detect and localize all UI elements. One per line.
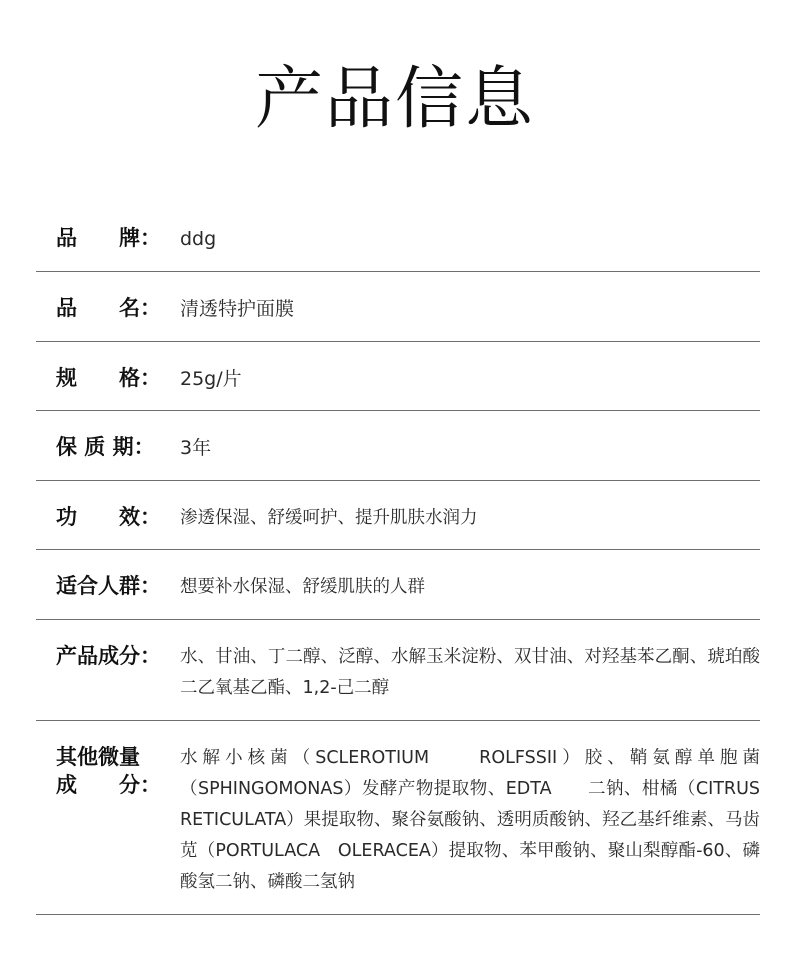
row-value: 清透特护面膜 xyxy=(180,298,295,320)
row-label: 功 效： xyxy=(56,504,161,529)
page-title: 产品信息 xyxy=(254,60,535,139)
row-label: 其他微量 成 分： xyxy=(56,744,161,797)
row-value: 渗透保湿、舒缓呵护、提升肌肤水润力 xyxy=(180,507,478,528)
row-label: 品 名： xyxy=(56,296,161,320)
info-row-efficacy xyxy=(36,481,760,551)
info-row-product-name xyxy=(36,272,760,342)
row-value: 想要补水保湿、舒缓肌肤的人群 xyxy=(180,577,425,597)
info-row-specification xyxy=(36,342,760,412)
info-row-brand xyxy=(36,204,760,272)
info-row-shelf-life xyxy=(36,411,760,481)
info-row-trace-ingredients xyxy=(36,721,778,915)
row-value: 3年 xyxy=(180,437,212,459)
row-label: 规 格： xyxy=(56,365,161,390)
row-value: ddg xyxy=(180,228,217,250)
row-label: 适合人群： xyxy=(56,574,161,598)
row-label: 产品成分： xyxy=(56,643,161,668)
info-row-suitable-for xyxy=(36,550,760,620)
row-value: 水解小核菌（SCLEROTIUM ROLFSSII）胶、鞘氨醇单胞菌（SPHINGOMONAS）发酵产物提取物、EDTA 二钠、柑橘（CITRUS RETICULATA）果提取物、聚谷氨酸钠、透明质酸钠、羟乙基纤维素、马齿苋（PORTULACA OLERACEA）提取物、苯甲酸钠、聚山梨醇酯-60、磷酸氢二钠、磷酸二氢钠 xyxy=(180,747,778,892)
info-row-ingredients xyxy=(36,620,760,721)
row-label: 保 质 期： xyxy=(56,435,155,459)
row-label: 品 牌： xyxy=(56,226,161,250)
row-value: 水、甘油、丁二醇、泛醇、水解玉米淀粉、双甘油、对羟基苯乙酮、琥珀酸二乙氧基乙酯、1,2-己二醇 xyxy=(180,646,760,698)
product-info-table xyxy=(36,204,778,915)
row-value: 25g/片 xyxy=(180,367,242,390)
